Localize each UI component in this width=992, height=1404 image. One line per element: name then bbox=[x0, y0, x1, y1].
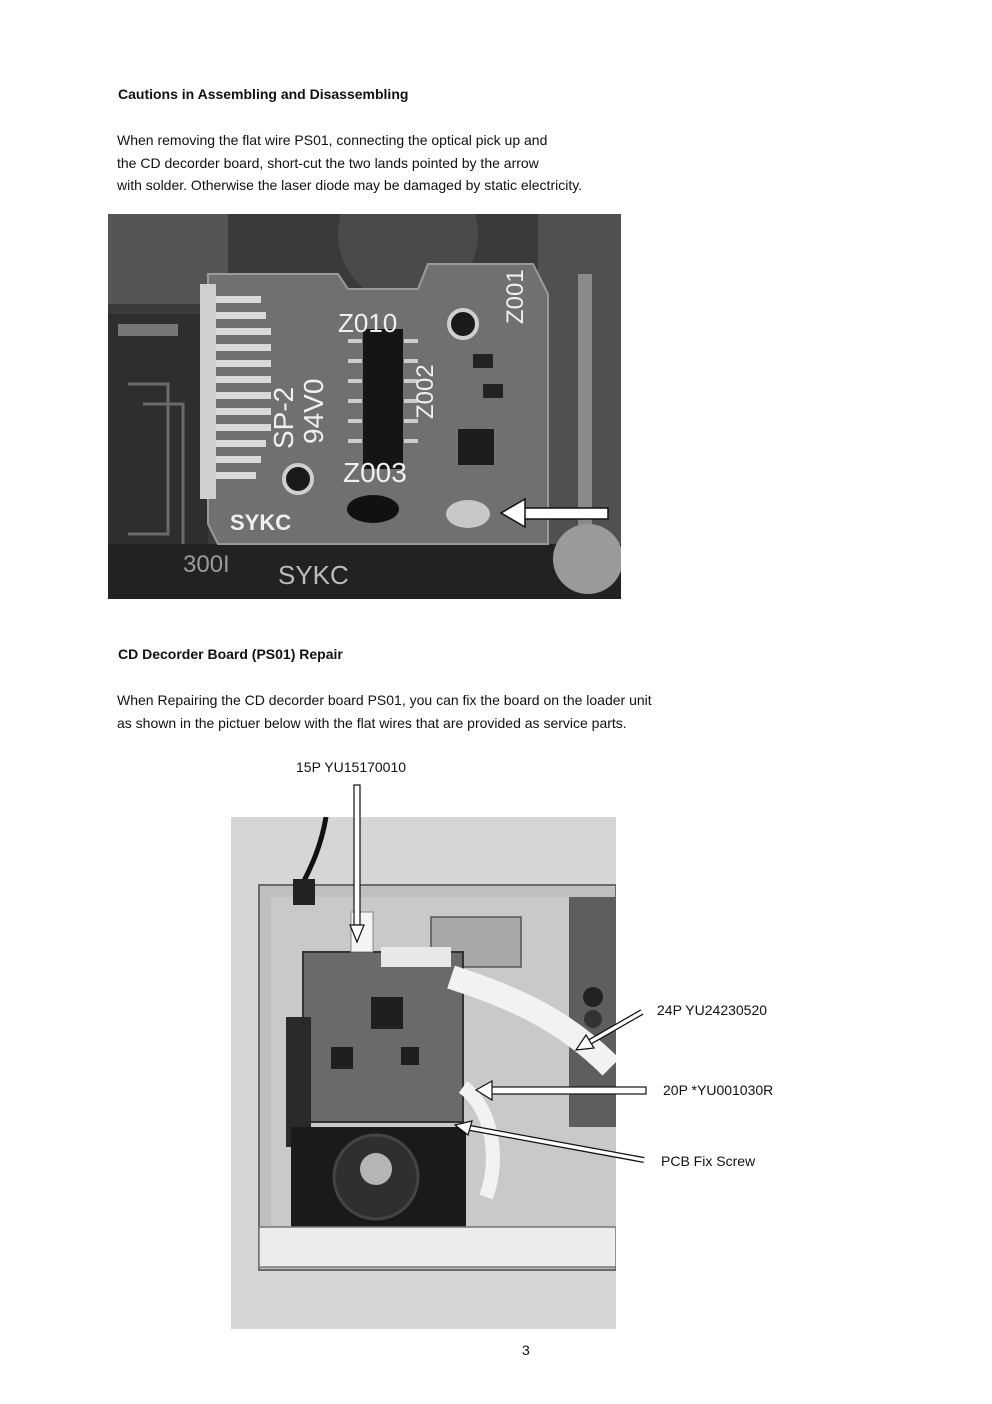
section1-line: with solder. Otherwise the laser diode may be damaged by static electricity. bbox=[117, 177, 583, 193]
silk-under-brand: SYKC bbox=[278, 560, 349, 590]
section2-heading: CD Decorder Board (PS01) Repair bbox=[118, 646, 343, 662]
front-panel bbox=[259, 1227, 616, 1267]
section2-line: When Repairing the CD decorder board PS01, you can fix the board on the loader unit bbox=[117, 692, 652, 708]
spindle bbox=[360, 1153, 392, 1185]
section2-paragraph bbox=[117, 689, 652, 734]
callout-24p: 24P YU24230520 bbox=[657, 1002, 768, 1018]
smd-component bbox=[483, 384, 503, 398]
silk-ref-top: Z010 bbox=[338, 308, 398, 338]
pcb-ic bbox=[331, 1047, 353, 1069]
pcb-ic bbox=[371, 997, 403, 1029]
section1-paragraph bbox=[117, 129, 582, 197]
page-number: 3 bbox=[522, 1342, 530, 1358]
section2-line: as shown in the pictuer below with the flat wires that are provided as service parts. bbox=[117, 714, 627, 731]
callout-screw: PCB Fix Screw bbox=[661, 1153, 756, 1169]
gear bbox=[553, 524, 621, 594]
connector bbox=[200, 284, 216, 499]
silk-ref-right: Z001 bbox=[502, 269, 529, 324]
smd-component bbox=[473, 354, 493, 368]
section1-line: the CD decorder board, short-cut the two lands pointed by the arrow bbox=[117, 154, 539, 171]
loader-unit-photo bbox=[231, 817, 616, 1329]
flat-wire-15p bbox=[351, 912, 373, 952]
mount-hole bbox=[449, 310, 477, 338]
pickup-board-photo bbox=[108, 214, 621, 599]
ic-chip bbox=[363, 329, 403, 469]
silk-model-a: SP-2 bbox=[268, 386, 299, 449]
silk-brand: SYKC bbox=[230, 510, 292, 535]
decoder-pcb bbox=[303, 952, 463, 1122]
loader-unit-illustration bbox=[231, 817, 616, 1329]
mech-part bbox=[108, 314, 208, 554]
capacitor bbox=[583, 987, 603, 1007]
pcb-connector bbox=[381, 947, 451, 967]
mount-hole bbox=[284, 465, 312, 493]
cord-clamp bbox=[293, 879, 315, 905]
capacitor bbox=[584, 1010, 602, 1028]
silk-ref-mid: Z002 bbox=[412, 364, 439, 419]
solder-lands bbox=[446, 500, 490, 528]
callout-15p: 15P YU15170010 bbox=[296, 759, 407, 775]
silk-under-num: 300I bbox=[183, 551, 230, 578]
callout-20p: 20P *YU001030R bbox=[663, 1082, 774, 1098]
solder-blob bbox=[347, 495, 399, 523]
section1-heading: Cautions in Assembling and Disassembling bbox=[118, 86, 409, 102]
silk-ref-bottom: Z003 bbox=[343, 457, 407, 488]
smd-component bbox=[458, 429, 494, 465]
mech-part bbox=[118, 324, 178, 336]
silk-model-b: 94V0 bbox=[298, 378, 329, 444]
pickup-board-illustration bbox=[108, 214, 621, 599]
section1-line: When removing the flat wire PS01, connecting the optical pick up and bbox=[117, 132, 548, 148]
pcb-ic bbox=[401, 1047, 419, 1065]
